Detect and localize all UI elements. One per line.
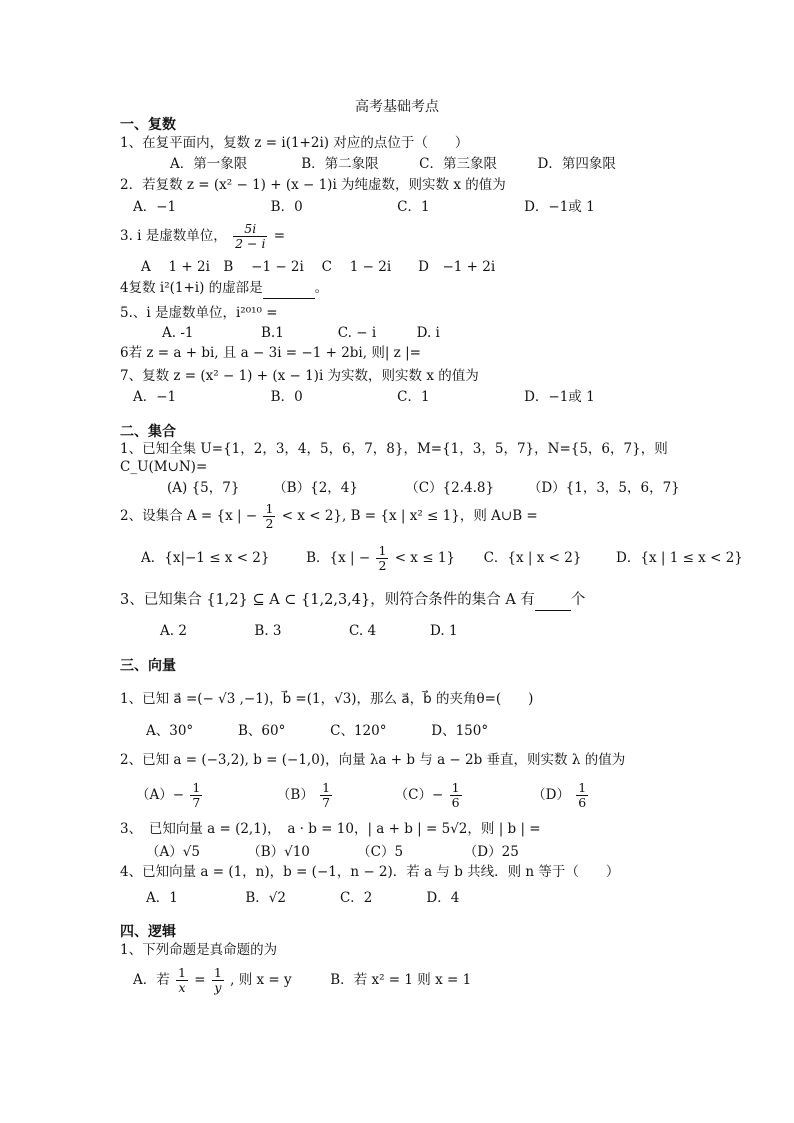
option-logic-1-b: B．若 x² = 1 则 x = 1 bbox=[330, 972, 472, 988]
question-sets-2-start: 2、设集合 A = {x | − bbox=[120, 508, 258, 524]
equals-sign: = bbox=[194, 972, 206, 988]
question-sets-1: 1、已知全集 U={1，2，3，4，5，6，7，8}，M={1，3，5，7}，N={5，6，7}，则 bbox=[120, 441, 668, 457]
fraction-numerator: 1 bbox=[378, 543, 387, 558]
question-complex-3-equals: = bbox=[273, 228, 286, 244]
question-complex-3-text: 3. i 是虚数单位， bbox=[120, 228, 227, 244]
option-label: （A）− bbox=[136, 787, 185, 803]
options-complex-3: A 1 + 2i B −1 − 2i C 1 − 2i D −1 + 2i bbox=[141, 259, 496, 275]
section-heading-logic: 四、逻辑 bbox=[120, 924, 176, 940]
option-label: （D） bbox=[532, 787, 570, 803]
page-title: 高考基础考点 bbox=[355, 99, 439, 115]
fraction-denominator: 7 bbox=[192, 795, 201, 810]
option-vectors-2-d bbox=[532, 780, 590, 810]
fraction-denominator: 7 bbox=[322, 795, 331, 810]
options-complex-1: A．第一象限 B．第二象限 C．第三象限 D．第四象限 bbox=[170, 156, 616, 172]
option-sets-2-b bbox=[306, 543, 459, 573]
options-vectors-2 bbox=[136, 776, 590, 814]
question-complex-5: 5.、i 是虚数单位，i²⁰¹⁰ = bbox=[120, 305, 278, 321]
fraction-one-over-y bbox=[212, 966, 224, 995]
answer-blank bbox=[263, 278, 315, 299]
option-logic-1-a-end: , 则 x = y bbox=[230, 972, 292, 988]
options-sets-2 bbox=[141, 538, 743, 578]
fraction-numerator: 1 bbox=[192, 780, 201, 795]
question-sets-2 bbox=[120, 496, 538, 536]
fraction-denominator: 6 bbox=[578, 795, 587, 810]
option-vectors-2-c bbox=[394, 780, 468, 810]
option-logic-1-a bbox=[133, 965, 296, 995]
option-sets-2-a: A．{x|−1 ≤ x < 2} bbox=[141, 550, 270, 566]
options-complex-5: A. -1 B.1 C. − i D. i bbox=[162, 325, 440, 341]
fraction-numerator: 1 bbox=[265, 501, 274, 516]
fraction-denominator: x bbox=[178, 980, 186, 995]
option-label: （B） bbox=[276, 787, 314, 803]
fraction bbox=[320, 781, 332, 810]
fraction-denominator: y bbox=[214, 980, 222, 995]
section-heading-complex: 一、复数 bbox=[120, 117, 176, 133]
options-logic-1 bbox=[133, 960, 471, 1000]
options-vectors-4: A．1 B．√2 C．2 D．4 bbox=[146, 890, 460, 906]
options-complex-7: A．−1 B．0 C．1 D．−1或 1 bbox=[133, 389, 595, 405]
question-complex-1: 1、在复平面内，复数 z = i(1+2i) 对应的点位于（ ） bbox=[120, 135, 469, 151]
option-logic-1-a-start: A．若 bbox=[133, 972, 170, 988]
fraction-numerator: 1 bbox=[322, 780, 331, 795]
question-complex-3 bbox=[120, 218, 285, 254]
fraction-numerator: 1 bbox=[213, 965, 222, 980]
option-vectors-2-a bbox=[136, 780, 209, 810]
fraction-numerator: 1 bbox=[451, 780, 460, 795]
question-complex-7: 7、复数 z = (x² − 1) + (x − 1)i 为实数，则实数 x 的值为 bbox=[120, 368, 479, 384]
fraction bbox=[190, 781, 202, 810]
question-complex-4-text: 4复数 i²(1+i) 的虚部是 bbox=[120, 280, 263, 296]
fraction-denominator: 2 bbox=[265, 516, 274, 531]
question-vectors-1: 1、已知 a⃗ =(− √3 ,−1)，b⃗ =(1，√3)，那么 a⃗，b⃗ 的夹角θ=( ) bbox=[120, 691, 534, 707]
question-sets-1-complement: C_U(M∪N)= bbox=[120, 459, 208, 475]
question-vectors-4: 4、已知向量 a = (1，n)，b = (−1，n − 2)．若 a 与 b 共线．则 n 等于（ ） bbox=[120, 864, 620, 880]
question-sets-3-end: 个 bbox=[570, 592, 586, 608]
question-sets-3 bbox=[120, 590, 585, 611]
section-heading-vectors: 三、向量 bbox=[120, 658, 176, 674]
options-vectors-1: A、30° B、60° C、120° D、150° bbox=[146, 723, 489, 739]
question-complex-2: 2．若复数 z = (x² − 1) + (x − 1)i 为纯虚数，则实数 x 的值为 bbox=[120, 177, 506, 193]
fraction-numerator: 1 bbox=[178, 965, 186, 980]
fraction-one-over-x bbox=[176, 966, 188, 995]
fraction-denominator: 2 bbox=[378, 558, 387, 573]
option-sets-2-d: D．{x | 1 ≤ x < 2} bbox=[616, 550, 743, 566]
fraction bbox=[450, 781, 462, 810]
question-complex-6: 6若 z = a + bi, 且 a − 3i = −1 + 2bi, 则| z |= bbox=[120, 345, 421, 361]
answer-blank bbox=[535, 590, 571, 611]
option-sets-2-b-start: B．{x | − bbox=[306, 550, 371, 566]
fraction-numerator: 5i bbox=[233, 222, 267, 237]
options-complex-2: A．−1 B．0 C．1 D．−1或 1 bbox=[133, 199, 595, 215]
fraction bbox=[576, 781, 588, 810]
option-label: （C）− bbox=[394, 787, 444, 803]
options-vectors-3: （A）√5 （B）√10 （C）5 （D）25 bbox=[146, 844, 519, 860]
fraction-one-half bbox=[376, 544, 388, 573]
fraction-denominator: 6 bbox=[451, 795, 460, 810]
section-heading-sets: 二、集合 bbox=[120, 424, 176, 440]
question-sets-2-end: < x < 2}, B = {x | x² ≤ 1}，则 A∪B = bbox=[281, 508, 538, 524]
options-sets-1: (A) {5，7} （B）{2，4} （C）{2.4.8} （D）{1，3，5，6，7} bbox=[167, 480, 680, 496]
question-logic-1: 1、下列命题是真命题的为 bbox=[120, 942, 278, 958]
fraction-denominator: 2 − i bbox=[235, 236, 266, 251]
options-sets-3: A. 2 B. 3 C. 4 D. 1 bbox=[160, 623, 458, 639]
question-complex-4 bbox=[120, 278, 328, 299]
question-sets-3-text: 3、已知集合 {1,2} ⊆ A ⊂ {1,2,3,4}，则符合条件的集合 A 有 bbox=[120, 592, 535, 608]
fraction-one-half bbox=[263, 502, 275, 531]
option-vectors-2-b bbox=[276, 780, 338, 810]
option-sets-2-c: C．{x | x < 2} bbox=[483, 550, 582, 566]
question-vectors-3: 3、 已知向量 a = (2,1)， a · b = 10，| a + b | = 5√2，则 | b | = bbox=[120, 821, 541, 837]
question-complex-4-end: 。 bbox=[314, 280, 329, 296]
option-sets-2-b-end: < x ≤ 1} bbox=[394, 550, 455, 566]
fraction-numerator: 1 bbox=[578, 780, 587, 795]
question-vectors-2: 2、已知 a = (−3,2), b = (−1,0)，向量 λa + b 与 a − 2b 垂直，则实数 λ 的值为 bbox=[120, 752, 626, 768]
fraction-5i-over-2-minus-i bbox=[233, 222, 267, 251]
